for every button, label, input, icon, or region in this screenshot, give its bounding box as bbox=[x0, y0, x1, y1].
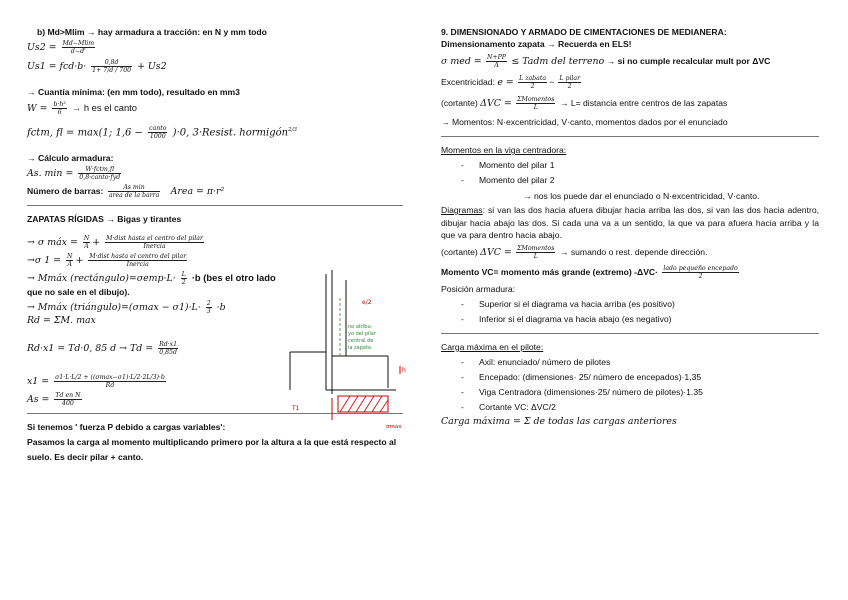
den: area de la barra bbox=[108, 192, 160, 200]
den: A bbox=[84, 243, 89, 251]
diag-label: Diagramas bbox=[441, 205, 483, 215]
momento-vc bbox=[441, 265, 819, 280]
den: 400 bbox=[62, 400, 74, 408]
den: L bbox=[533, 252, 538, 260]
mmax-rect-cont: que no sale en el dibujo). bbox=[27, 287, 130, 298]
den: 1+ 7/d / 700 bbox=[92, 67, 132, 74]
diagramas-paragraph bbox=[441, 204, 819, 242]
formula-asmin bbox=[27, 166, 403, 181]
momentos-line: → Momentos: N·excentricidad, V·canto, momentos dados por el enunciado bbox=[441, 117, 728, 127]
den: 2 bbox=[567, 83, 572, 90]
pos-item-1: Superior si el diagrama va hacia arriba (es positivo) bbox=[479, 298, 675, 309]
carga-item-2: Encepado: (dimensiones· 25/ número de encepados)·1,35 bbox=[479, 371, 702, 382]
den: Inercia bbox=[126, 261, 149, 269]
smed-lhs: σ med = bbox=[441, 55, 482, 67]
sketch-hatch bbox=[340, 396, 388, 412]
sketch-note-line: yo del pilar bbox=[348, 331, 376, 337]
formula-w bbox=[27, 101, 403, 116]
mmax-rect-tail: ·b (bes el otro lado bbox=[191, 272, 276, 284]
fraction bbox=[83, 235, 90, 250]
formula-smed bbox=[441, 54, 819, 69]
dimensionamiento: Dimensionamento zapata → Recuerda en ELS! bbox=[441, 39, 632, 49]
num: N bbox=[67, 253, 73, 261]
den: 3 bbox=[206, 308, 211, 316]
area-formula: Area = π·r² bbox=[170, 186, 225, 198]
heading-b: b) Md>Mlim → hay armadura a tracción: en N y mm todo bbox=[37, 27, 267, 37]
fraction bbox=[108, 184, 160, 199]
fraction bbox=[148, 125, 167, 140]
fraction bbox=[516, 245, 555, 260]
pasamos-line-2: suelo. Es decir pilar + canto. bbox=[27, 452, 144, 463]
fraction bbox=[486, 54, 507, 69]
carga-maxima: Carga máxima = Σ de todas las cargas anteriores bbox=[441, 415, 677, 427]
fraction bbox=[558, 75, 581, 90]
cortante bbox=[441, 96, 819, 111]
pasamos-line-1: Pasamos la carga al momento multiplicando primero por la altura a la que está respecto al bbox=[27, 437, 397, 448]
w-tail: → h es el canto bbox=[71, 102, 137, 113]
den: L bbox=[533, 104, 538, 111]
list-item bbox=[441, 313, 819, 325]
divider bbox=[441, 136, 819, 137]
fraction bbox=[54, 392, 81, 407]
carga-title: Carga máxima en el pilote: bbox=[441, 341, 544, 352]
carga-item-3: Viga Centradora (dimensiones·25/ número de pilotes)·1.35 bbox=[479, 386, 703, 397]
us1-tail: + Us2 bbox=[137, 61, 167, 72]
right-column bbox=[441, 26, 819, 428]
den: Rd bbox=[105, 382, 115, 390]
formula-rd: Rd = ΣM. max bbox=[27, 315, 96, 327]
fraction bbox=[516, 96, 555, 111]
num: ΣMomentos bbox=[517, 244, 555, 252]
den: 2 bbox=[181, 279, 186, 287]
fraction bbox=[66, 253, 73, 268]
mvc-note: → nos los puede dar el enunciado o N·excentricidad, V·canto. bbox=[523, 191, 760, 201]
sketch-e-label: e/2 bbox=[362, 299, 372, 306]
den: Inercia bbox=[143, 243, 166, 251]
cort-lhs: ΔVC = bbox=[480, 97, 512, 109]
num: 0,8d bbox=[91, 59, 132, 67]
den: 6 bbox=[57, 109, 62, 116]
x1-lhs: x1 = bbox=[27, 376, 50, 388]
w-lhs: W = bbox=[27, 103, 48, 114]
list-item bbox=[441, 386, 819, 398]
num: lado pequeño encepado bbox=[663, 264, 738, 272]
num: σ1·L·L/2 + ((σmax−σ1)·L/2·2L/3)·b bbox=[55, 374, 165, 382]
barras-label: Número de barras: bbox=[27, 186, 104, 197]
formula-fctm bbox=[27, 124, 403, 140]
formula-us1 bbox=[27, 59, 403, 74]
fctm-lhs: fctm, fl = max(1; 1,6 − bbox=[27, 127, 143, 139]
num: ΣMomentos bbox=[517, 96, 555, 103]
section-title: 9. DIMENSIONADO Y ARMADO DE CIMENTACIONES DE MEDIANERA: bbox=[441, 27, 727, 37]
num: Rd·x1 bbox=[159, 341, 178, 349]
num: 2 bbox=[206, 300, 211, 308]
den: 1000 bbox=[149, 133, 166, 141]
rdx1-lhs: Rd·x1 = Td·0, 85 d → Td = bbox=[27, 343, 154, 355]
posicion-armadura: Posición armadura: bbox=[441, 283, 516, 294]
s1-lhs: →σ 1 = bbox=[27, 255, 62, 267]
calculo-armadura: → Cálculo armadura: bbox=[27, 153, 114, 164]
fctm-exp: 2/3 bbox=[288, 127, 297, 133]
list-item bbox=[441, 298, 819, 310]
list-item bbox=[441, 371, 819, 383]
den: d−d' bbox=[70, 48, 86, 55]
mmax-tri-tail: ·b bbox=[216, 302, 226, 314]
cort2-lhs: ΔVC = bbox=[480, 246, 512, 258]
cort2-tail: → sumando o rest. depende dirección. bbox=[559, 246, 708, 257]
fraction bbox=[105, 235, 204, 250]
mom-vc-text: Momento VC= momento más grande (extremo) -ΔVC· bbox=[441, 266, 658, 277]
num: b·h² bbox=[53, 101, 66, 108]
divider bbox=[441, 333, 819, 334]
formula-us2 bbox=[27, 40, 403, 55]
numero-barras bbox=[27, 184, 403, 199]
mvc-title: Momentos en la viga centradora: bbox=[441, 145, 567, 155]
zapatas-heading: ZAPATAS RÍGIDAS → Bigas y tirantes bbox=[27, 214, 182, 225]
fraction bbox=[88, 253, 187, 268]
as-lhs: As = bbox=[27, 394, 50, 406]
formula-smax: → σ máx = $\frac{N}{A}$ + M·dist hasta el centro del pilar Inercia bbox=[27, 235, 203, 251]
pos-item-2: Inferior si el diagrama va hacia abajo (es negativo) bbox=[479, 313, 672, 324]
smed-tail: ≤ Tadm del terreno bbox=[511, 55, 605, 67]
num: canto bbox=[149, 125, 167, 133]
den: 2 bbox=[530, 83, 535, 90]
exc-lhs: e = bbox=[497, 76, 514, 88]
fuerza-variables: Si tenemos ' fuerza P debido a cargas variables': bbox=[27, 422, 226, 433]
zapata-sketch bbox=[288, 270, 410, 432]
sketch-smax-label: σmax bbox=[386, 424, 402, 430]
sketch-h-label: h bbox=[402, 367, 406, 374]
formula-s1: →σ 1 = $\frac{N}{A}$ + M·dist hasta el centro del pilar Inercia bbox=[27, 253, 187, 269]
exc-label: Excentricidad: bbox=[441, 76, 495, 87]
cuantia-minima: → Cuantía mínima: (en mm todo), resultado en mm3 bbox=[27, 87, 240, 97]
smed-note: → si no cumple recalcular mult por ΔVC bbox=[606, 55, 771, 66]
fraction bbox=[91, 59, 132, 74]
diag-text: : si van las dos hacia afuera dibujar hacia arriba las dos, si van las dos hacia adentro, dibujar hacia abajo las dos. Si cada una va a un sentido, la que va para afuera hacia arriba y la que va para dentro hacia abajo. bbox=[441, 205, 819, 241]
sketch-t1-label: T1 bbox=[292, 405, 300, 412]
den: 2 bbox=[698, 272, 703, 280]
sketch-note-line: central de bbox=[348, 338, 374, 344]
num: N bbox=[83, 235, 90, 243]
fraction bbox=[78, 166, 121, 181]
num: L zabata bbox=[519, 75, 547, 82]
us2-lhs: Us2 = bbox=[27, 42, 57, 53]
smax-lhs: → σ máx = bbox=[27, 237, 78, 249]
den: 0,85d bbox=[159, 349, 177, 357]
num: As min bbox=[108, 184, 160, 192]
num: M·dist hasta el centro del pilar bbox=[106, 235, 203, 243]
carga-item-1: Axil: enunciado/ número de pilotes bbox=[479, 356, 611, 367]
den: A bbox=[67, 261, 72, 269]
sketch-note-line: no atribu- bbox=[348, 324, 373, 330]
us1-lhs: Us1 = fcd·b· bbox=[27, 61, 87, 72]
cort-label: (cortante) bbox=[441, 97, 478, 108]
cort2-label: (cortante) bbox=[441, 246, 478, 257]
fraction bbox=[62, 40, 96, 55]
mmax-rect-lhs: → Mmáx (rectángulo)=σemp·L· bbox=[27, 273, 176, 285]
excentricidad: Excentricidad: e = L zabata 2 − L pilar 2 bbox=[441, 75, 581, 90]
list-item bbox=[441, 159, 819, 171]
num: W·fctm,fl bbox=[78, 166, 121, 174]
list-item bbox=[441, 174, 819, 186]
fctm-tail: )·0, 3·Resist. hormigón bbox=[172, 127, 289, 139]
num: M·dist hasta el centro del pilar bbox=[89, 253, 187, 261]
list-item bbox=[441, 356, 819, 368]
den: 0,8·canto·fyd bbox=[79, 174, 121, 182]
num: L bbox=[181, 271, 186, 279]
cortante-2 bbox=[441, 245, 819, 260]
mmax-tri-lhs: → Mmáx (triángulo)=(σmax − σ1)·L· bbox=[27, 302, 201, 314]
num: L pilar bbox=[559, 75, 581, 82]
mvc-item-1: Momento del pilar 1 bbox=[479, 160, 555, 170]
carga-item-4: Cortante VC: ΔVC/2 bbox=[479, 401, 556, 412]
fraction bbox=[518, 75, 547, 90]
sketch-note-line: la zapata bbox=[348, 345, 371, 351]
num: Td en N bbox=[55, 392, 81, 400]
asmin-lhs: As. min = bbox=[27, 168, 74, 180]
fraction bbox=[206, 300, 212, 315]
list-item bbox=[441, 401, 819, 413]
fraction bbox=[662, 265, 738, 280]
divider bbox=[27, 205, 403, 206]
fraction bbox=[181, 271, 187, 286]
fraction bbox=[52, 101, 66, 116]
num: N+PP bbox=[487, 54, 506, 61]
fraction bbox=[54, 374, 166, 389]
fraction bbox=[158, 341, 178, 356]
num: Md−Mlim bbox=[62, 40, 95, 47]
sketch-green-note bbox=[348, 324, 377, 351]
cort-tail: → L= distancia entre centros de las zapatas bbox=[559, 97, 728, 108]
den: A bbox=[494, 62, 499, 69]
mvc-item-2: Momento del pilar 2 bbox=[479, 175, 555, 185]
